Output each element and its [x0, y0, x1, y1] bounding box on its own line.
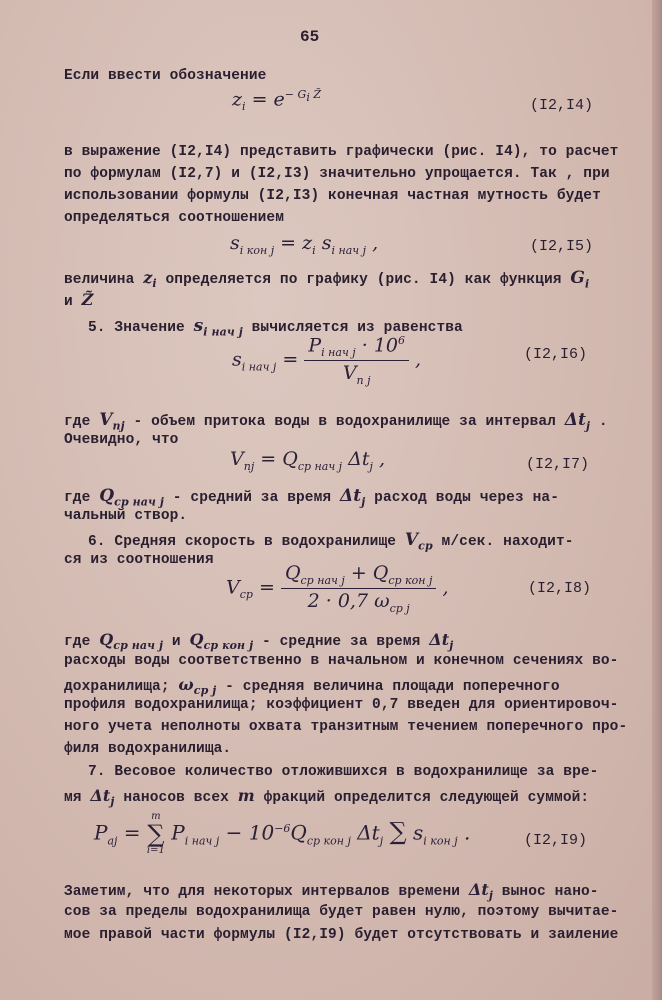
text-line-4: использовании формулы (I2,I3) конечная частная мутность будет — [64, 188, 601, 204]
equation-number-12-14: (I2,I4) — [530, 97, 594, 114]
text-span-zametim: Заметим, что для некоторых интервалов времени — [64, 884, 469, 900]
text-line-18: профиля водохранилища; коэффициент 0,7 введен для ориентировоч- — [64, 697, 619, 713]
symbol-m: m — [237, 786, 255, 805]
equation-12-15: $s_{i кон j} = z_i$ $s_{i нач j}$ , — [230, 232, 379, 257]
text-span-srednyaya-skorost: 6. Средняя скорость в водохранилище — [88, 534, 405, 550]
text-line-13 — [88, 530, 574, 552]
symbol-Z: Z̃ — [81, 290, 94, 309]
equation-number-12-17: (I2,I7) — [526, 456, 590, 473]
text-span-vychislyaetsya: вычисляется из равенства — [242, 320, 463, 336]
symbol-Q-sr-kon-j: $Q_{ср кон j}$ — [189, 630, 254, 653]
text-span-i: и — [64, 294, 82, 310]
equation-number-12-16: (I2,I6) — [524, 346, 588, 363]
text-span-m-sek: м/сек. находит- — [432, 534, 574, 550]
symbol-omega-sr-j: $\omega_{ср j}$ — [178, 675, 217, 698]
text-line-20: филя водохранилища. — [64, 741, 232, 757]
equation-number-12-15: (I2,I5) — [530, 238, 594, 255]
text-line-21: 7. Весовое количество отложившихся в водохранилище за вре- — [88, 764, 599, 780]
text-line-1: Если ввести обозначение — [64, 68, 267, 84]
text-span-frakciy: фракций определится следующей суммой: — [254, 790, 590, 806]
text-line-5: определяться соотношением — [64, 210, 285, 226]
text-span-gde: где — [64, 414, 100, 430]
text-span-i-2: и — [163, 634, 190, 650]
text-line-7 — [64, 290, 93, 310]
text-line-22 — [64, 786, 589, 808]
text-line-24: сов за пределы водохранилища будет равен нулю, поэтому вычитае- — [64, 904, 619, 920]
symbol-delta-t-j: $\Delta t_j$ — [564, 410, 591, 433]
symbol-Q-sr-nach-j-2: $Q_{ср нач j}$ — [99, 630, 164, 653]
text-span-rashod: расход воды через на- — [365, 490, 559, 506]
equation-12-14: $z_i = e^{- G_i Z̃}$ — [232, 88, 321, 114]
symbol-z-i: $z_i$ — [143, 268, 157, 291]
symbol-delta-t-j-5: $\Delta t_j$ — [468, 880, 493, 903]
page-number: 65 — [300, 28, 320, 46]
text-line-10: Очевидно, что — [64, 432, 179, 448]
text-line-11 — [64, 486, 559, 508]
text-span-znachenie: 5. Значение — [88, 320, 194, 336]
symbol-delta-t-j-3: $\Delta t_j$ — [429, 630, 454, 653]
text-span-gde-2: где — [64, 490, 100, 506]
text-span-srednie: - средние за время — [253, 634, 430, 650]
equation-12-16: $s_{i нач j}$ = $\frac{P_{i нач j} \cdot 10^6}{V_{п j}}$ , — [232, 334, 422, 387]
symbol-Q-sr-nach-j: $Q_{ср нач j}$ — [99, 486, 164, 509]
symbol-delta-t-j-2: $\Delta t_j$ — [340, 486, 366, 509]
equation-number-12-19: (I2,I9) — [524, 832, 588, 849]
text-line-15 — [64, 630, 453, 652]
text-span-velichina: величина — [64, 272, 144, 288]
text-line-9: где $V_{пj}$ - объем притока воды в водохранилище за интервал $\Delta t_j$ . — [64, 410, 608, 433]
symbol-delta-t-j-4: $\Delta t_j$ — [90, 786, 115, 809]
text-line-2: в выражение (I2,I4) представить графически (рис. I4), то расчет — [64, 144, 619, 160]
text-line-6 — [64, 268, 589, 290]
text-line-17 — [64, 675, 560, 697]
text-span-nanosov: наносов всех — [114, 790, 238, 806]
equation-12-18: $V_{ср}$ = $\frac{Q_{ср нач j} + Q_{ср кон j}}{2 \cdot 0,7 \omega_{ср j}}$ , — [226, 562, 449, 615]
symbol-G-i: $G_i$ — [570, 268, 590, 291]
text-line-19: ного учета неполноты охвата транзитным течением поперечного про- — [64, 719, 628, 735]
symbol-V-nj: $V_{пj}$ — [99, 410, 125, 433]
text-line-12: чальный створ. — [64, 508, 188, 524]
text-line-3: по формулам (I2,7) и (I2,I3) значительно упрощается. Так , при — [64, 166, 610, 182]
text-span-sredniy: - средний за время — [163, 490, 341, 506]
equation-12-17: $V_{пj} = Q_{ср нач j}$ $\Delta t_j$ , — [230, 448, 385, 473]
text-span-obem: - объем притока воды в водохранилище за интервал — [124, 414, 565, 430]
text-span-vynos: вынос нано- — [492, 884, 599, 900]
text-line-16: расходы воды соответственно в начальном и конечном сечениях во- — [64, 653, 619, 669]
text-span-srednyaya-velichina: - средняя величина площади поперечного — [216, 679, 560, 695]
symbol-V-sr: $V_{ср}$ — [404, 530, 433, 553]
text-span-gde-3: где — [64, 634, 100, 650]
text-line-14: ся из соотношения — [64, 552, 214, 568]
text-span-dohranilischa: дохранилища; — [64, 679, 179, 695]
text-span-mya: мя — [64, 790, 91, 806]
symbol-s-i-nach-j: $s_{i нач j}$ — [193, 316, 243, 339]
text-span-opredelyaetsya: определяется по графику (рис. I4) как функция — [156, 272, 571, 288]
equation-12-19: $P_{aj}$ = m ∑ i=1 $P_{i нач j} - 10^{-6}Q_{ср кон j}$ $\Delta t_j$ ∑ $s_{i кон j}$ . — [94, 811, 471, 856]
text-line-23 — [64, 880, 599, 902]
text-line-25: мое правой части формулы (I2,I9) будет отсутствовать и заиление — [64, 927, 619, 943]
equation-number-12-18: (I2,I8) — [528, 580, 592, 597]
page-edge-shadow — [652, 0, 662, 1000]
